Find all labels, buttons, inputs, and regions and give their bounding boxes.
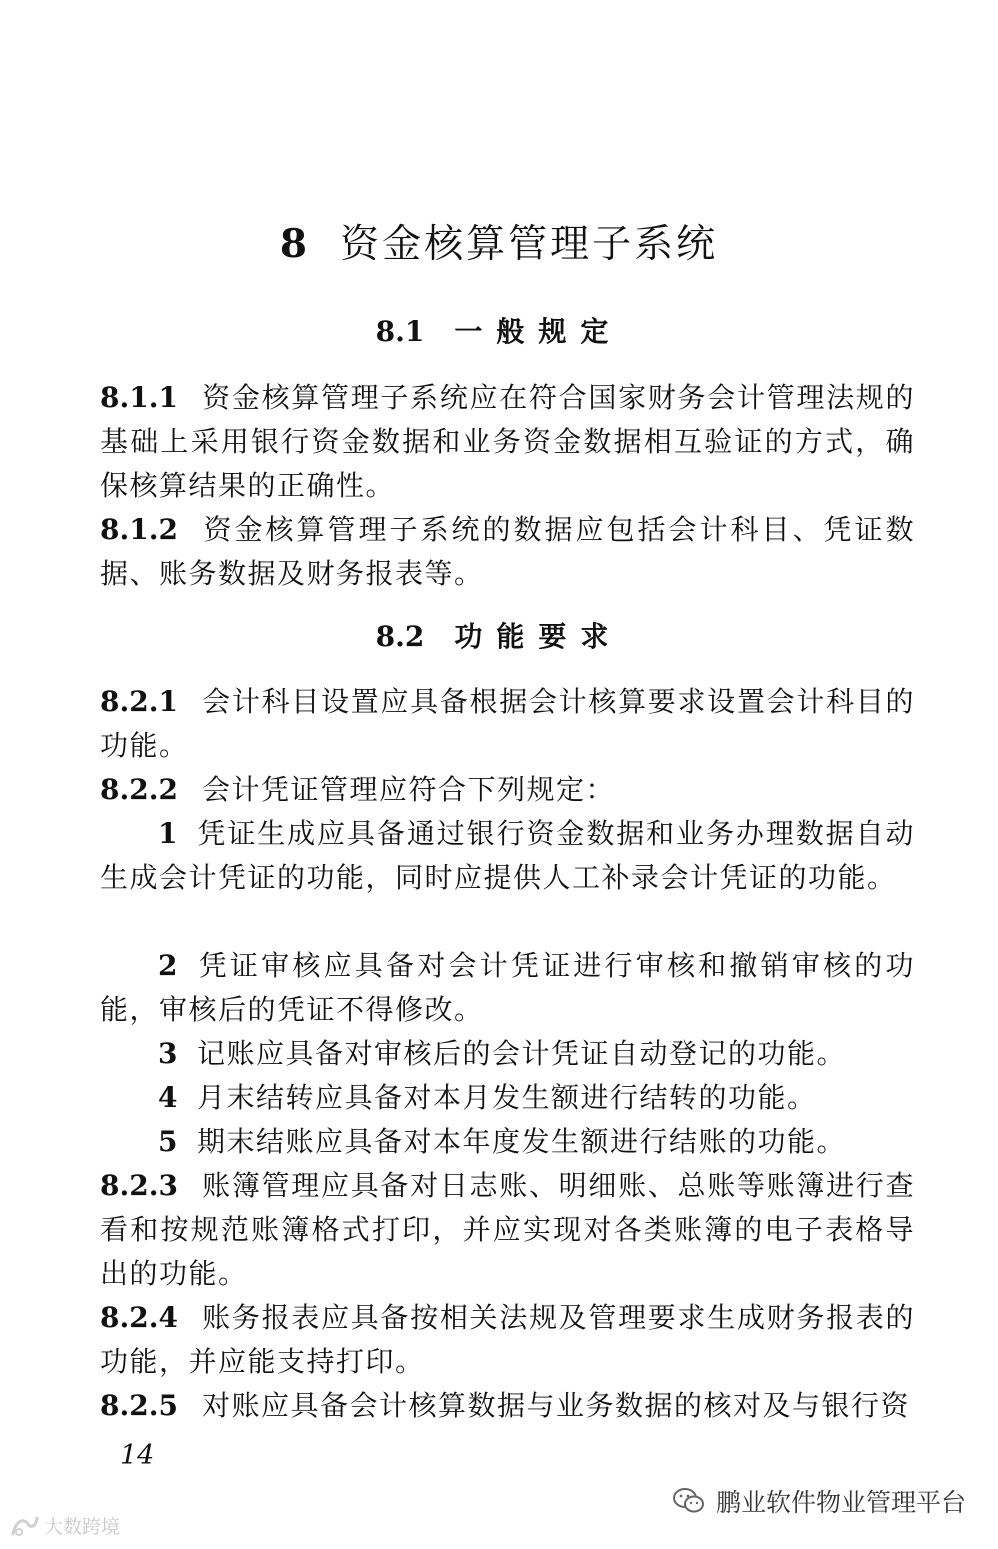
clause-number: 8.1.2 [100, 513, 178, 546]
clause-number: 8.2.3 [100, 1169, 178, 1202]
list-item-8-2-2-5 [100, 1120, 915, 1164]
corner-watermark-text: 大数跨境 [44, 1516, 121, 1538]
list-item-8-2-2-3 [100, 1032, 915, 1076]
page-number: 14 [120, 1440, 155, 1471]
clause-8-2-5 [100, 1384, 915, 1428]
wechat-icon [672, 1487, 706, 1515]
clause-number: 8.2.2 [100, 773, 178, 806]
clause-number: 8.2.4 [100, 1301, 178, 1334]
clause-text: 账簿管理应具备对日志账、明细账、总账等账簿进行查看和按规范账簿格式打印，并应实现对各类账簿的电子表格导出的功能。 [100, 1169, 915, 1290]
clause-text: 资金核算管理子系统应在符合国家财务会计管理法规的基础上采用银行资金数据和业务资金数据相互验证的方式，确保核算结果的正确性。 [100, 381, 915, 502]
chapter-title [0, 218, 998, 271]
clause-text: 账务报表应具备按相关法规及管理要求生成财务报表的功能，并应能支持打印。 [100, 1301, 915, 1378]
corner-watermark [10, 1512, 120, 1539]
clause-number: 8.2.5 [100, 1389, 178, 1422]
list-item-8-2-2-2 [100, 944, 915, 1032]
clause-8-1-1 [100, 376, 915, 508]
item-text: 凭证生成应具备通过银行资金数据和业务办理数据自动生成会计凭证的功能，同时应提供人工补录会计凭证的功能。 [100, 817, 915, 894]
chapter-title-text: 资金核算管理子系统 [340, 222, 719, 267]
section-number: 8.2 [375, 620, 425, 653]
section-title-text: 一般规定 [454, 315, 623, 348]
list-item-8-2-2-4 [100, 1076, 915, 1120]
clause-8-2-4 [100, 1296, 915, 1384]
section-heading-8-1 [0, 312, 998, 352]
clause-text: 会计凭证管理应符合下列规定： [201, 773, 615, 806]
item-text: 月末结转应具备对本月发生额进行结转的功能。 [196, 1081, 817, 1114]
item-text: 期末结账应具备对本年度发生额进行结账的功能。 [196, 1125, 846, 1158]
wechat-watermark [672, 1483, 966, 1519]
clause-number: 8.1.1 [100, 381, 178, 414]
clause-text: 会计科目设置应具备根据会计核算要求设置会计科目的功能。 [100, 685, 915, 762]
clause-8-2-3 [100, 1164, 915, 1296]
chapter-number: 8 [279, 221, 311, 267]
item-number: 5 [158, 1125, 179, 1158]
clause-8-2-2 [100, 768, 915, 812]
section-title-text: 功能要求 [454, 620, 623, 653]
clause-text: 资金核算管理子系统的数据应包括会计科目、凭证数据、账务数据及财务报表等。 [100, 513, 915, 590]
clause-number: 8.2.1 [100, 685, 178, 718]
item-number: 2 [158, 949, 179, 982]
item-text: 凭证审核应具备对会计凭证进行审核和撤销审核的功能，审核后的凭证不得修改。 [100, 949, 915, 1026]
item-text: 记账应具备对审核后的会计凭证自动登记的功能。 [196, 1037, 846, 1070]
list-item-8-2-2-1 [100, 812, 915, 900]
wechat-watermark-text: 鹏业软件物业管理平台 [715, 1488, 966, 1517]
section-heading-8-2 [0, 617, 998, 657]
item-number: 4 [158, 1081, 179, 1114]
clause-text: 对账应具备会计核算数据与业务数据的核对及与银行资 [201, 1389, 910, 1422]
logo-icon [10, 1514, 40, 1538]
item-number: 1 [158, 817, 179, 850]
item-number: 3 [158, 1037, 179, 1070]
clause-8-2-1 [100, 680, 915, 768]
section-number: 8.1 [375, 315, 425, 348]
clause-8-1-2 [100, 508, 915, 596]
